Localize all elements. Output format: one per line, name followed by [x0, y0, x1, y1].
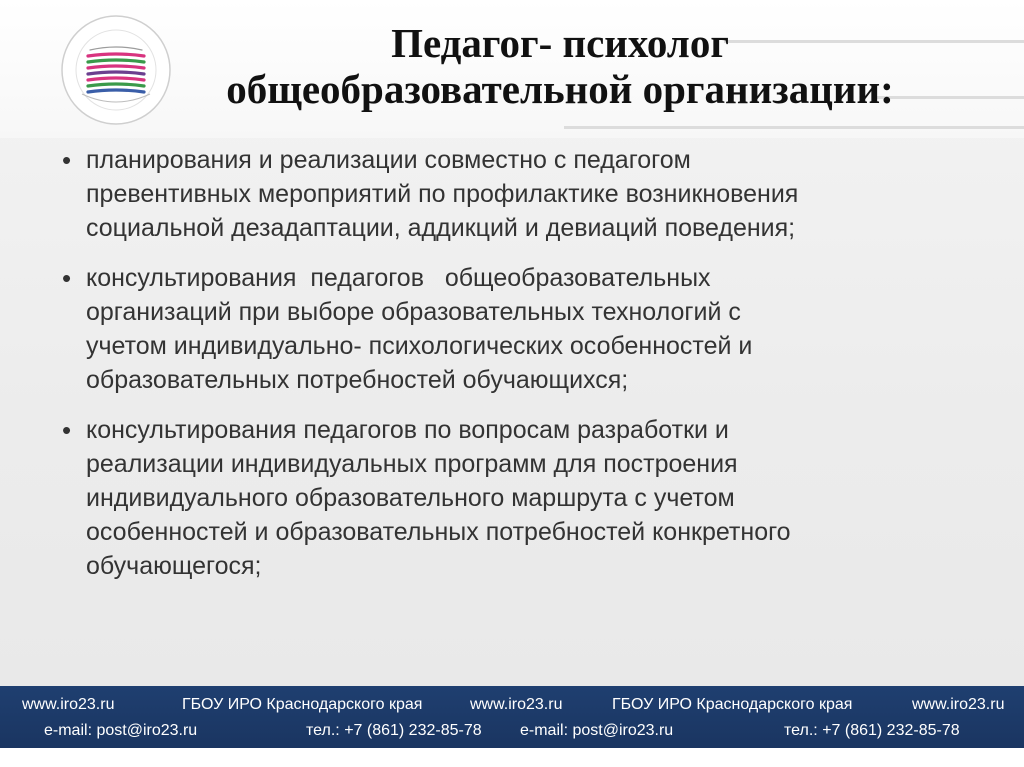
footer-bar [0, 686, 1024, 748]
bullet-line: планирования и реализации совместно с педагогом [86, 146, 691, 174]
bullet-list [62, 143, 982, 599]
title-line-2: общеобразовательной организации: [226, 66, 894, 112]
header-stripe [564, 126, 1024, 129]
bullet-dot: • [62, 263, 72, 293]
bullet-line: социальной дезадаптации, аддикций и девиаций поведения; [86, 214, 796, 242]
footer-org-1: ГБОУ ИРО Краснодарского края [182, 696, 423, 713]
bullet-text [86, 413, 791, 583]
bullet-text [86, 143, 798, 245]
footer-site-2[interactable]: www.iro23.ru [470, 696, 563, 713]
footer-tel-1: тел.: +7 (861) 232-85-78 [306, 722, 482, 739]
bullet-line: индивидуального образовательного маршрута с учетом [86, 484, 735, 512]
bullet-line: превентивных мероприятий по профилактике возникновения [86, 180, 799, 208]
footer-email-1[interactable]: e-mail: post@iro23.ru [44, 722, 198, 739]
bullet-text [86, 261, 752, 397]
slide-title [180, 20, 940, 112]
bullet-line: учетом индивидуально- психологических особенностей и [86, 332, 753, 360]
bullet-line: особенностей и образовательных потребностей конкретного [86, 518, 791, 546]
bullet-item [62, 261, 982, 397]
bullet-line: образовательных потребностей обучающихся; [86, 366, 629, 394]
bullet-line: обучающегося; [86, 552, 262, 580]
footer-tel-2: тел.: +7 (861) 232-85-78 [784, 722, 960, 739]
slide-header [0, 0, 1024, 138]
bullet-line: консультирования педагогов общеобразовательных [86, 264, 711, 292]
footer-site-1[interactable]: www.iro23.ru [22, 696, 115, 713]
title-line-1: Педагог- психолог [391, 20, 729, 66]
bullet-line: консультирования педагогов по вопросам разработки и [86, 416, 729, 444]
bullet-item [62, 143, 982, 245]
bullet-line: организаций при выборе образовательных технологий с [86, 298, 741, 326]
footer-email-2[interactable]: e-mail: post@iro23.ru [520, 722, 674, 739]
bullet-line: реализации индивидуальных программ для построения [86, 450, 738, 478]
bullet-dot: • [62, 145, 72, 175]
footer-bottom-strip [0, 748, 1024, 767]
institute-logo-icon [60, 14, 172, 126]
footer-org-2: ГБОУ ИРО Краснодарского края [612, 696, 853, 713]
footer-site-3[interactable]: www.iro23.ru [912, 696, 1005, 713]
bullet-item [62, 413, 982, 583]
bullet-dot: • [62, 415, 72, 445]
